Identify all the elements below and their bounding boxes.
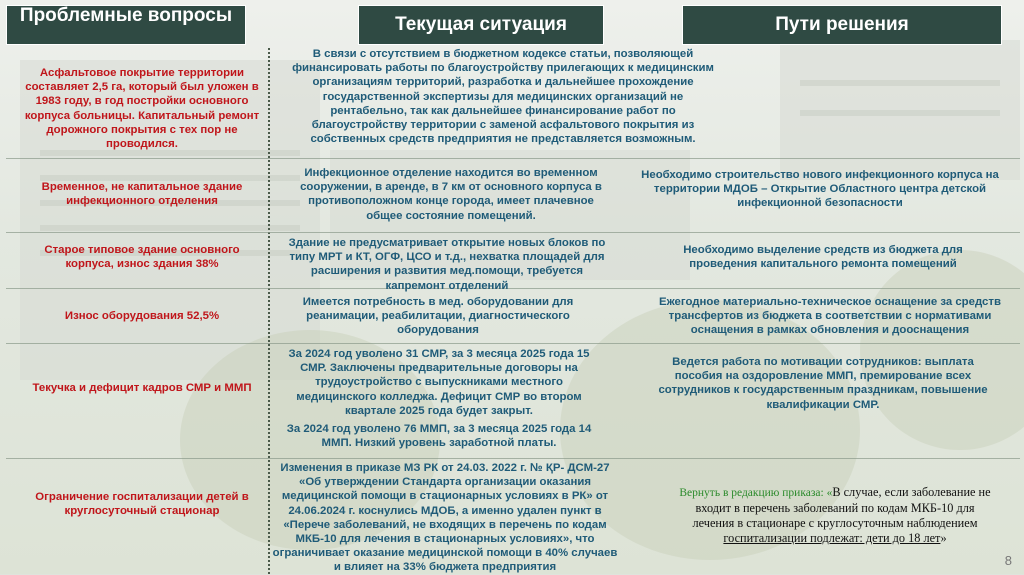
row6-solution (675, 485, 995, 546)
row4-problem: Износ оборудования 52,5% (64, 310, 220, 322)
row6-problem: Ограничение госпитализации детей в круглосуточный стационар (35, 491, 249, 518)
row5-problem: Текучка и дефицит кадров СМР и ММП (32, 382, 252, 394)
row6-solution-main: В случае, если заболевание не входит в перечень заболеваний по кодам МКБ-10 для лечения в стационаре с круглосуточным наблюдением (692, 485, 991, 530)
row2-current: Инфекционное отделение находится во временном сооружении, в аренде, в 7 км от основного корпуса в противоположном конце города, имеет плачевное общее состояние помещений. (300, 167, 602, 222)
row-divider (6, 458, 1020, 459)
header-problems: Проблемные вопросы (6, 5, 246, 45)
row4-solution: Ежегодное материально-техническое оснащение за средств трансфертов из бюджета в соответствии с нормативами оснащения в рамках обновления и дооснащения (659, 296, 1001, 337)
row6-solution-prefix: Вернуть в редакцию приказа: « (679, 487, 833, 499)
row6-solution-underlined: госпитализации подлежат: дети до 18 лет (723, 531, 941, 545)
row5-current-ммп: За 2024 год уволено 76 ММП, за 3 месяца 2025 года 14 ММП. Низкий уровень заработной платы. (286, 423, 592, 450)
row3-problem: Старое типовое здание основного корпуса, износ здания 38% (44, 244, 240, 271)
row1-current: В связи с отсутствием в бюджетном кодексе статьи, позволяющей финансировать работы по благоустройству прилегающих к медицинским организациям территорий, разработка и дальнейшее прохождение государственной экспертизы для медицинских организаций не рентабельно, так как дальнейшее финансирование работ по благоустройству территории с заменой асфальтового покрытия из собственных средств предприятия не представляется возможным. (292, 48, 714, 146)
header-current-situation: Текущая ситуация (358, 5, 604, 45)
row-divider (6, 343, 1020, 344)
row6-solution-suffix: » (940, 531, 947, 545)
header-solutions: Пути решения (682, 5, 1002, 45)
row5-current: За 2024 год уволено 31 СМР, за 3 месяца 2025 года 15 СМР. Заключены предварительные договоры на трудоустройство с выпускниками местного медицинского колледжа. Дефицит СМР во втором квартале 2025 года будет закрыт. (288, 348, 590, 417)
row3-current: Здание не предусматривает открытие новых блоков по типу МРТ и КТ, ОГФ, ЦСО и т.д., нехватка площадей для расширения и развития мед.помощи, требуется капремонт отделений (288, 237, 606, 292)
row-divider (6, 232, 1020, 233)
row4-current: Имеется потребность в мед. оборудовании для реанимации, реабилитации, диагностического оборудования (302, 296, 574, 337)
row1-problem: Асфальтовое покрытие территории составляет 2,5 га, который был уложен в 1983 году, в год постройки основного корпуса больницы. Капитальный ремонт дорожного покрытия с тех пор не проводился. (24, 67, 260, 151)
row6-current: Изменения в приказе МЗ РК от 24.03. 2022 г. № ҚР- ДСМ-27 «Об утверждении Стандарта организации оказания медицинской помощи в стационарных условиях в РК» от 24.06.2024 г. коснулись МДОБ, а именно удален пункт в «Перече заболеваний, не входящих в перечень по кодам МКБ-10 для лечения в стационарных условиях», что ограничивает оказание медицинской помощи в 40% случаев и влияет на 33% бюджета предприятия (272, 462, 618, 574)
row-divider (6, 158, 1020, 159)
row2-solution: Необходимо строительство нового инфекционного корпуса на территории МДОБ – Открытие Областного центра детской инфекционной безопасности (641, 169, 999, 210)
row2-problem: Временное, не капитальное здание инфекционного отделения (41, 181, 243, 208)
row5-solution: Ведется работа по мотивации сотрудников: выплата пособия на оздоровление ММП, премирование всех сотрудников к государственным праздникам, повышение квалификации СМР. (658, 356, 988, 411)
row3-solution: Необходимо выделение средств из бюджета для проведения капитального ремонта помещений (683, 244, 963, 271)
page-number: 8 (1004, 553, 1012, 568)
